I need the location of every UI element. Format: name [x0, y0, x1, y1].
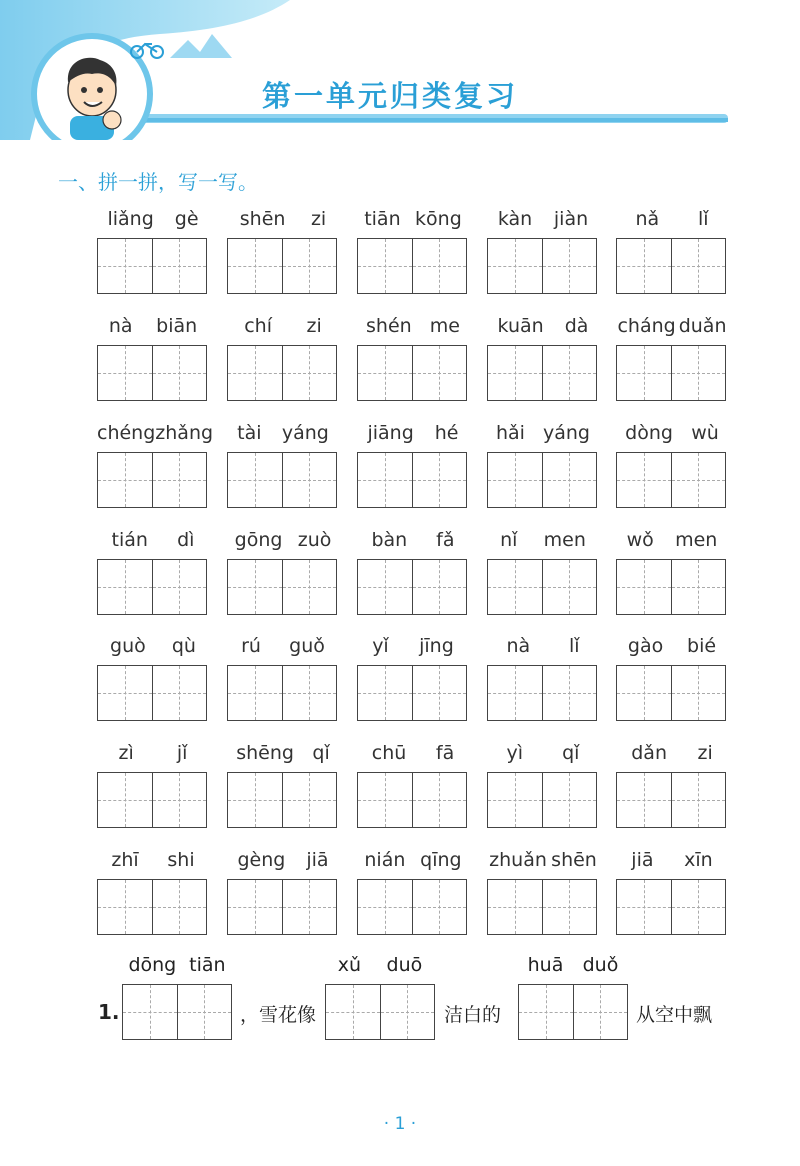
pinyin-label	[487, 206, 599, 232]
pinyin-syllable: shēng	[236, 742, 294, 764]
writing-box[interactable]	[153, 453, 207, 507]
question-pinyin	[518, 954, 628, 976]
pinyin-syllable: zuò	[297, 529, 332, 551]
pinyin-label	[487, 313, 599, 339]
writing-box-pair[interactable]	[97, 559, 207, 615]
pinyin-syllable: zi	[310, 208, 327, 230]
writing-box-pair[interactable]	[357, 559, 467, 615]
pinyin-syllable: shēn	[239, 208, 286, 230]
writing-box[interactable]	[543, 773, 597, 827]
writing-box[interactable]	[358, 453, 413, 507]
pinyin-label	[357, 633, 469, 659]
pinyin-label	[357, 206, 469, 232]
writing-box-pair[interactable]	[487, 452, 597, 508]
writing-box[interactable]	[617, 880, 672, 934]
writing-box-pair[interactable]	[487, 665, 597, 721]
pinyin-syllable: zi	[697, 742, 713, 764]
writing-box[interactable]	[283, 346, 337, 400]
writing-box[interactable]	[153, 560, 207, 614]
writing-box[interactable]	[488, 453, 543, 507]
writing-box-pair[interactable]	[487, 345, 597, 401]
pinyin-syllable: lǐ	[698, 208, 709, 230]
writing-box[interactable]	[543, 666, 597, 720]
pinyin-syllable: nǎ	[635, 208, 660, 230]
pinyin-syllable: xǔ	[337, 954, 362, 976]
writing-box-pair[interactable]	[357, 452, 467, 508]
pinyin-syllable: kàn	[497, 208, 533, 230]
writing-box[interactable]	[228, 880, 283, 934]
pinyin-cell	[227, 527, 339, 637]
pinyin-syllable: tiān	[364, 208, 401, 230]
pinyin-cell	[97, 633, 209, 743]
pinyin-syllable: yǐ	[372, 635, 389, 657]
pinyin-cell	[357, 740, 469, 850]
writing-box[interactable]	[617, 773, 672, 827]
writing-box-pair[interactable]	[227, 879, 337, 935]
pinyin-syllable: jǐ	[176, 742, 188, 764]
pinyin-cell	[616, 740, 728, 850]
pinyin-syllable: jiā	[631, 849, 654, 871]
writing-box[interactable]	[283, 560, 337, 614]
pinyin-syllable: gèng	[237, 849, 286, 871]
writing-box[interactable]	[283, 773, 337, 827]
pinyin-syllable: rú	[241, 635, 261, 657]
question-writing-boxes[interactable]	[325, 984, 435, 1040]
pinyin-cell	[97, 740, 209, 850]
pinyin-syllable: guò	[110, 635, 146, 657]
pinyin-syllable: men	[543, 529, 586, 551]
pinyin-syllable: wǒ	[626, 529, 654, 551]
pinyin-cell	[616, 847, 728, 957]
pinyin-syllable: nián	[364, 849, 406, 871]
pinyin-label	[227, 847, 339, 873]
pinyin-cell	[487, 847, 599, 957]
writing-box[interactable]	[617, 346, 672, 400]
pinyin-syllable: duǎn	[678, 315, 727, 337]
question-pinyin	[325, 954, 435, 976]
writing-box[interactable]	[413, 880, 467, 934]
pinyin-syllable: shēn	[551, 849, 597, 871]
pinyin-cell	[357, 206, 469, 316]
pinyin-label	[97, 633, 209, 659]
writing-box[interactable]	[413, 346, 467, 400]
pinyin-label	[616, 313, 728, 339]
writing-box[interactable]	[153, 773, 207, 827]
pinyin-syllable: shi	[167, 849, 195, 871]
writing-box[interactable]	[672, 666, 726, 720]
writing-box[interactable]	[283, 880, 337, 934]
writing-box[interactable]	[488, 346, 543, 400]
pinyin-label	[357, 740, 469, 766]
pinyin-cell	[357, 420, 469, 530]
pinyin-syllable: zi	[306, 315, 322, 337]
pinyin-syllable: qǐ	[312, 742, 330, 764]
writing-box-pair[interactable]	[97, 452, 207, 508]
pinyin-cell	[227, 206, 339, 316]
writing-box[interactable]	[228, 773, 283, 827]
pinyin-cell	[97, 420, 214, 530]
pinyin-syllable: kōng	[415, 208, 462, 230]
pinyin-label	[487, 527, 599, 553]
pinyin-syllable: tiān	[189, 954, 226, 976]
writing-box[interactable]	[672, 880, 726, 934]
pinyin-cell	[97, 313, 209, 423]
question-writing-boxes[interactable]	[518, 984, 628, 1040]
writing-box[interactable]	[488, 880, 543, 934]
pinyin-label	[227, 206, 339, 232]
writing-box[interactable]	[178, 985, 232, 1039]
pinyin-syllable: zhǎng	[155, 422, 214, 444]
pinyin-syllable: lǐ	[569, 635, 580, 657]
pinyin-syllable: yáng	[281, 422, 329, 444]
page-number: · 1 ·	[383, 1114, 417, 1134]
pinyin-syllable: dōng	[128, 954, 177, 976]
pinyin-syllable: jīng	[419, 635, 454, 657]
pinyin-syllable: xīn	[684, 849, 713, 871]
pinyin-cell	[616, 313, 728, 423]
writing-box[interactable]	[672, 453, 726, 507]
pinyin-cell	[487, 420, 599, 530]
writing-box[interactable]	[672, 346, 726, 400]
pinyin-syllable: dòng	[625, 422, 673, 444]
writing-box-pair[interactable]	[487, 772, 597, 828]
pinyin-syllable: chéng	[97, 422, 156, 444]
pinyin-syllable: jiāng	[367, 422, 414, 444]
writing-box[interactable]	[98, 666, 153, 720]
writing-box[interactable]	[283, 239, 337, 293]
writing-box[interactable]	[488, 560, 543, 614]
writing-box-pair[interactable]	[97, 345, 207, 401]
writing-box-pair[interactable]	[487, 879, 597, 935]
writing-box[interactable]	[153, 346, 207, 400]
writing-box[interactable]	[574, 985, 628, 1039]
pinyin-label	[616, 847, 728, 873]
question-writing-boxes[interactable]	[122, 984, 232, 1040]
pinyin-label	[227, 740, 339, 766]
unit-title: 第一单元归类复习	[262, 79, 519, 113]
writing-box[interactable]	[98, 880, 153, 934]
writing-box[interactable]	[488, 666, 543, 720]
writing-box-pair[interactable]	[357, 238, 467, 294]
pinyin-syllable: chí	[244, 315, 273, 337]
question-text: 从空中飘	[636, 1004, 713, 1026]
pinyin-syllable: duǒ	[582, 954, 619, 976]
writing-box[interactable]	[228, 666, 283, 720]
pinyin-label	[616, 206, 728, 232]
pinyin-syllable: shén	[366, 315, 412, 337]
writing-box[interactable]	[228, 239, 283, 293]
writing-box[interactable]	[358, 346, 413, 400]
writing-box[interactable]	[488, 239, 543, 293]
writing-box-pair[interactable]	[616, 879, 726, 935]
writing-box-pair[interactable]	[487, 238, 597, 294]
writing-box-pair[interactable]	[616, 345, 726, 401]
pinyin-label	[487, 633, 599, 659]
pinyin-label	[357, 420, 469, 446]
writing-box[interactable]	[672, 560, 726, 614]
pinyin-syllable: yáng	[542, 422, 590, 444]
question-text: ，雪花像	[240, 1004, 317, 1026]
pinyin-cell	[97, 847, 209, 957]
writing-box-pair[interactable]	[357, 665, 467, 721]
writing-box[interactable]	[381, 985, 435, 1039]
pinyin-syllable: yì	[506, 742, 524, 764]
writing-box[interactable]	[123, 985, 178, 1039]
pinyin-syllable: men	[675, 529, 718, 551]
pinyin-label	[487, 740, 599, 766]
pinyin-cell	[227, 420, 339, 530]
writing-box[interactable]	[228, 346, 283, 400]
pinyin-cell	[487, 313, 599, 423]
question-text: 洁白的	[444, 1004, 502, 1026]
pinyin-syllable: jiàn	[553, 208, 589, 230]
pinyin-syllable: kuān	[497, 315, 544, 337]
pinyin-syllable: duō	[386, 954, 423, 976]
pinyin-cell	[357, 313, 469, 423]
writing-box[interactable]	[413, 453, 467, 507]
pinyin-syllable: zì	[118, 742, 134, 764]
writing-box-pair[interactable]	[227, 452, 337, 508]
writing-box-pair[interactable]	[357, 345, 467, 401]
question-pinyin	[122, 954, 232, 976]
boy-mascot-icon	[48, 50, 138, 140]
pinyin-cell	[616, 633, 728, 743]
writing-box[interactable]	[98, 773, 153, 827]
writing-box-pair[interactable]	[616, 452, 726, 508]
writing-box-pair[interactable]	[227, 238, 337, 294]
writing-box[interactable]	[228, 560, 283, 614]
pinyin-syllable: nà	[506, 635, 531, 657]
pinyin-label	[97, 847, 209, 873]
pinyin-syllable: dì	[177, 529, 195, 551]
writing-box[interactable]	[98, 560, 153, 614]
writing-box[interactable]	[98, 239, 153, 293]
writing-box[interactable]	[543, 560, 597, 614]
pinyin-label	[357, 313, 469, 339]
writing-box[interactable]	[228, 453, 283, 507]
pinyin-syllable: gōng	[234, 529, 283, 551]
writing-box[interactable]	[543, 453, 597, 507]
pinyin-syllable: tián	[111, 529, 148, 551]
pinyin-syllable: wù	[691, 422, 719, 444]
writing-box[interactable]	[413, 773, 467, 827]
pinyin-label	[616, 633, 728, 659]
pinyin-cell	[616, 420, 728, 530]
writing-box[interactable]	[283, 666, 337, 720]
pinyin-label	[97, 313, 209, 339]
pinyin-cell	[357, 527, 469, 637]
writing-box-pair[interactable]	[357, 879, 467, 935]
pinyin-label	[97, 206, 209, 232]
writing-box-pair[interactable]	[97, 879, 207, 935]
pinyin-label	[227, 527, 339, 553]
pinyin-syllable: nà	[108, 315, 133, 337]
writing-box-pair[interactable]	[227, 345, 337, 401]
pinyin-label	[487, 420, 599, 446]
pinyin-cell	[487, 740, 599, 850]
pinyin-label	[227, 420, 339, 446]
writing-box-pair[interactable]	[227, 772, 337, 828]
writing-box[interactable]	[98, 346, 153, 400]
pinyin-cell	[357, 633, 469, 743]
writing-box[interactable]	[358, 773, 413, 827]
writing-box[interactable]	[358, 560, 413, 614]
question-number: 1.	[98, 1000, 120, 1024]
writing-box-pair[interactable]	[97, 665, 207, 721]
pinyin-syllable: fā	[435, 742, 455, 764]
pinyin-syllable: huā	[527, 954, 564, 976]
writing-box-pair[interactable]	[616, 665, 726, 721]
pinyin-syllable: dà	[564, 315, 589, 337]
writing-box[interactable]	[488, 773, 543, 827]
pinyin-syllable: qīng	[420, 849, 462, 871]
writing-box-pair[interactable]	[227, 665, 337, 721]
pinyin-syllable: tài	[237, 422, 262, 444]
writing-box[interactable]	[153, 880, 207, 934]
pinyin-syllable: guǒ	[289, 635, 325, 657]
writing-box[interactable]	[543, 880, 597, 934]
writing-box[interactable]	[358, 239, 413, 293]
pinyin-syllable: gào	[627, 635, 664, 657]
writing-box[interactable]	[153, 239, 207, 293]
writing-box[interactable]	[672, 239, 726, 293]
writing-box[interactable]	[98, 453, 153, 507]
pinyin-syllable: zhuǎn	[489, 849, 547, 871]
writing-box[interactable]	[617, 453, 672, 507]
pinyin-syllable: nǐ	[500, 529, 518, 551]
writing-box[interactable]	[543, 239, 597, 293]
pinyin-label	[227, 633, 339, 659]
pinyin-cell	[616, 206, 728, 316]
writing-box-pair[interactable]	[616, 772, 726, 828]
pinyin-syllable: jiā	[306, 849, 329, 871]
writing-box[interactable]	[413, 239, 467, 293]
pinyin-label	[357, 847, 469, 873]
pinyin-syllable: qǐ	[562, 742, 580, 764]
writing-box[interactable]	[283, 453, 337, 507]
pinyin-cell	[97, 527, 209, 637]
writing-box[interactable]	[326, 985, 381, 1039]
pinyin-syllable: liǎng	[107, 208, 154, 230]
pinyin-cell	[487, 633, 599, 743]
pinyin-label	[616, 740, 728, 766]
writing-box[interactable]	[413, 666, 467, 720]
pinyin-syllable: bàn	[371, 529, 408, 551]
pinyin-label	[616, 420, 728, 446]
pinyin-cell	[227, 847, 339, 957]
writing-box[interactable]	[617, 239, 672, 293]
pinyin-syllable: zhī	[111, 849, 139, 871]
pinyin-syllable: dǎn	[631, 742, 667, 764]
pinyin-syllable: me	[429, 315, 460, 337]
writing-box-pair[interactable]	[616, 559, 726, 615]
pinyin-cell	[487, 527, 599, 637]
pinyin-syllable: hǎi	[496, 422, 525, 444]
writing-box-pair[interactable]	[97, 238, 207, 294]
writing-box[interactable]	[617, 560, 672, 614]
writing-box-pair[interactable]	[97, 772, 207, 828]
pinyin-cell	[227, 740, 339, 850]
writing-box[interactable]	[672, 773, 726, 827]
writing-box[interactable]	[413, 560, 467, 614]
pinyin-cell	[227, 313, 339, 423]
pinyin-syllable: hé	[434, 422, 459, 444]
pinyin-syllable: gè	[174, 208, 199, 230]
pinyin-label	[487, 847, 599, 873]
pinyin-label	[97, 420, 214, 446]
pinyin-cell	[357, 847, 469, 957]
writing-box-pair[interactable]	[227, 559, 337, 615]
pinyin-syllable: fǎ	[436, 529, 455, 551]
writing-box[interactable]	[358, 880, 413, 934]
writing-box-pair[interactable]	[357, 772, 467, 828]
writing-box[interactable]	[519, 985, 574, 1039]
writing-box[interactable]	[358, 666, 413, 720]
pinyin-cell	[227, 633, 339, 743]
section-title: 一、拼一拼，写一写。	[58, 170, 258, 194]
pinyin-label	[616, 527, 728, 553]
writing-box-pair[interactable]	[487, 559, 597, 615]
writing-box[interactable]	[617, 666, 672, 720]
pinyin-cell	[487, 206, 599, 316]
pinyin-syllable: cháng	[617, 315, 676, 337]
pinyin-cell	[97, 206, 209, 316]
pinyin-label	[227, 313, 339, 339]
pinyin-syllable: qù	[171, 635, 196, 657]
writing-box-pair[interactable]	[616, 238, 726, 294]
writing-box[interactable]	[153, 666, 207, 720]
pinyin-syllable: biān	[156, 315, 198, 337]
pinyin-label	[97, 527, 209, 553]
pinyin-syllable: chū	[371, 742, 407, 764]
pinyin-label	[357, 527, 469, 553]
writing-box[interactable]	[543, 346, 597, 400]
pinyin-cell	[616, 527, 728, 637]
pinyin-syllable: bié	[687, 635, 717, 657]
pinyin-label	[97, 740, 209, 766]
